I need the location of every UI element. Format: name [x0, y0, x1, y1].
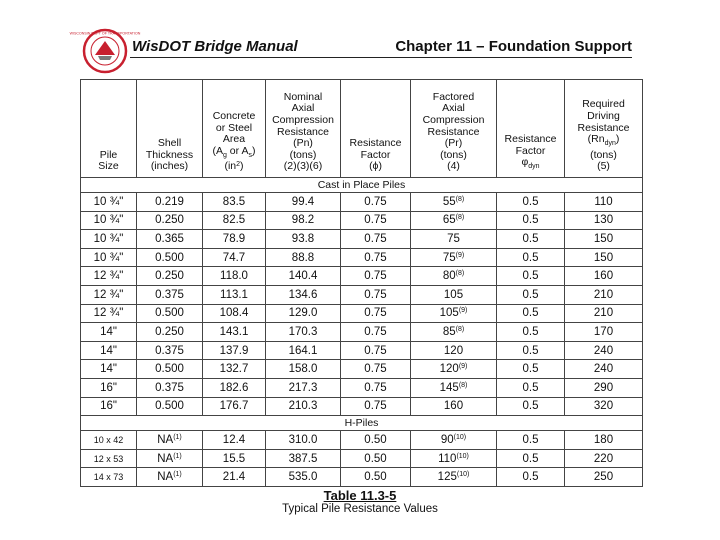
- cell-thickness: [137, 449, 203, 468]
- cell-thickness: [137, 378, 203, 397]
- cell-value: 113.1: [220, 288, 248, 301]
- cell-value: 14": [100, 344, 117, 357]
- cell-value: 240: [593, 363, 614, 376]
- cell-dyn-factor: [497, 267, 565, 286]
- cell-value: 158.0: [288, 363, 318, 376]
- cell-value: NA: [157, 433, 174, 446]
- cell-nominal: [266, 193, 341, 212]
- cell-factor: [341, 285, 411, 304]
- cell-nominal: [266, 230, 341, 249]
- cell-area: [203, 248, 266, 267]
- cell-factor: [341, 248, 411, 267]
- cell-thickness: [137, 267, 203, 286]
- cell-factored: [411, 323, 497, 342]
- col-header-dyn-factor: Resistance Factor $\varphi_{dyn}$: [497, 80, 565, 178]
- cell-factored: [411, 304, 497, 323]
- cell-value: 88.8: [291, 251, 315, 264]
- cell-size: [81, 304, 137, 323]
- cell-value: 290: [593, 381, 614, 394]
- cell-factored: [411, 267, 497, 286]
- cell-value: 130: [593, 214, 614, 227]
- cell-factor: [341, 449, 411, 468]
- cell-value: 320: [593, 400, 614, 413]
- cell-value: 105: [439, 307, 459, 320]
- cell-area: [203, 360, 266, 379]
- cell-value: 0.75: [364, 381, 387, 394]
- cell-size: [81, 449, 137, 468]
- cell-value: 12 ¾": [93, 307, 124, 320]
- footnote-ref: (8): [455, 195, 465, 203]
- cell-value: 0.5: [522, 251, 539, 264]
- cell-thickness: [137, 323, 203, 342]
- footnote-ref: (10): [456, 452, 469, 460]
- cell-value: NA: [157, 452, 174, 465]
- cell-value: 217.3: [288, 381, 318, 394]
- table-row: [81, 323, 643, 342]
- cell-factor: [341, 468, 411, 487]
- cell-nominal: [266, 211, 341, 230]
- cell-factor: [341, 193, 411, 212]
- cell-value: 110: [438, 452, 457, 465]
- cell-value: 0.75: [364, 400, 387, 413]
- cell-value: 0.5: [522, 270, 539, 283]
- cell-driving: [565, 397, 643, 416]
- cell-value: 0.75: [364, 344, 387, 357]
- cell-nominal: [266, 248, 341, 267]
- cell-size: [81, 360, 137, 379]
- cell-driving: [565, 230, 643, 249]
- cell-factored: [411, 449, 497, 468]
- cell-value: 143.1: [219, 325, 249, 338]
- cell-value: 182.6: [219, 381, 249, 394]
- cell-value: 0.5: [522, 363, 539, 376]
- table-row: [81, 397, 643, 416]
- cell-size: [81, 267, 137, 286]
- cell-value: 160: [593, 270, 614, 283]
- cell-size: [81, 248, 137, 267]
- cell-driving: [565, 378, 643, 397]
- cell-area: [203, 449, 266, 468]
- cell-value: 0.5: [522, 433, 539, 446]
- cell-area: [203, 397, 266, 416]
- cell-value: 0.50: [364, 452, 387, 465]
- footnote-ref: (8): [455, 214, 465, 222]
- cell-value: 105: [443, 288, 464, 301]
- table-row: [81, 431, 643, 450]
- cell-value: 0.75: [364, 325, 387, 338]
- footnote-ref: (8): [458, 381, 468, 389]
- table-row: [81, 285, 643, 304]
- cell-value: 134.6: [288, 288, 318, 301]
- footnote-ref: (1): [173, 471, 182, 479]
- pile-resistance-table: [80, 79, 643, 487]
- cell-area: [203, 230, 266, 249]
- cell-thickness: [137, 431, 203, 450]
- cell-value: 170.3: [288, 325, 318, 338]
- cell-area: [203, 211, 266, 230]
- cell-value: 120: [439, 363, 459, 376]
- cell-factor: [341, 211, 411, 230]
- cell-value: NA: [157, 471, 174, 484]
- cell-area: [203, 431, 266, 450]
- cell-value: 210: [593, 307, 614, 320]
- footnote-ref: (8): [455, 270, 465, 278]
- cell-factor: [341, 360, 411, 379]
- cell-value: 0.75: [364, 232, 387, 245]
- cell-value: 0.500: [155, 363, 184, 376]
- cell-value: 16": [100, 400, 117, 413]
- cell-size: [81, 431, 137, 450]
- cell-driving: [565, 449, 643, 468]
- cell-factor: [341, 230, 411, 249]
- col-header-area: Concrete or Steel Area ($A_g$ or $A_s$) $(in^2)$: [203, 80, 266, 178]
- col-header-shell-thickness: Shell Thickness (inches): [137, 80, 203, 178]
- cell-value: 0.75: [364, 363, 387, 376]
- cell-size: [81, 323, 137, 342]
- cell-value: 21.4: [222, 471, 246, 484]
- cell-dyn-factor: [497, 211, 565, 230]
- footnote-ref: (9): [458, 363, 468, 371]
- cell-size: [81, 397, 137, 416]
- cell-dyn-factor: [497, 285, 565, 304]
- cell-value: 93.8: [291, 232, 315, 245]
- cell-value: 10 ¾": [93, 214, 124, 227]
- cell-factor: [341, 341, 411, 360]
- cell-value: 12 ¾": [93, 288, 124, 301]
- cell-value: 0.5: [522, 195, 539, 208]
- cell-nominal: [266, 360, 341, 379]
- cell-value: 0.250: [155, 214, 184, 227]
- cell-value: 83.5: [222, 195, 246, 208]
- cell-value: 75: [442, 251, 456, 264]
- table-row: [81, 248, 643, 267]
- cell-value: 176.7: [219, 400, 249, 413]
- cell-value: 118.0: [220, 270, 248, 283]
- cell-factored: [411, 230, 497, 249]
- cell-value: 137.9: [219, 344, 249, 357]
- cell-value: 220: [593, 452, 614, 465]
- cell-value: 0.5: [522, 471, 539, 484]
- cell-value: 0.5: [522, 400, 539, 413]
- cell-area: [203, 341, 266, 360]
- cell-factor: [341, 431, 411, 450]
- cell-value: 0.5: [522, 288, 539, 301]
- cell-value: 0.375: [155, 381, 184, 394]
- footnote-ref: (1): [173, 452, 182, 460]
- cell-value: 0.5: [522, 452, 539, 465]
- table-number: Table 11.3-5: [323, 488, 397, 503]
- cell-nominal: [266, 323, 341, 342]
- table-row: [81, 360, 643, 379]
- cell-value: 150: [593, 251, 614, 264]
- cell-value: 16": [100, 381, 117, 394]
- cell-nominal: [266, 378, 341, 397]
- cell-value: 85: [442, 325, 456, 338]
- cell-value: 82.5: [222, 214, 246, 227]
- cell-driving: [565, 304, 643, 323]
- table-row: [81, 468, 643, 487]
- footnote-ref: (8): [455, 325, 465, 333]
- cell-value: 0.5: [522, 325, 539, 338]
- cell-factor: [341, 378, 411, 397]
- cell-nominal: [266, 304, 341, 323]
- cell-area: [203, 267, 266, 286]
- cell-thickness: [137, 230, 203, 249]
- cell-area: [203, 378, 266, 397]
- cell-value: 0.250: [155, 270, 184, 283]
- cell-factored: [411, 431, 497, 450]
- table-title: Typical Pile Resistance Values: [282, 503, 438, 515]
- cell-value: 0.375: [155, 344, 184, 357]
- cell-thickness: [137, 211, 203, 230]
- cell-factor: [341, 323, 411, 342]
- cell-factor: [341, 397, 411, 416]
- cell-size: [81, 378, 137, 397]
- cell-dyn-factor: [497, 449, 565, 468]
- cell-driving: [565, 341, 643, 360]
- cell-value: 0.5: [522, 307, 539, 320]
- cell-driving: [565, 285, 643, 304]
- cell-driving: [565, 468, 643, 487]
- cell-thickness: [137, 193, 203, 212]
- cell-value: 15.5: [222, 452, 246, 465]
- cell-value: 74.7: [222, 251, 246, 264]
- table-row: [81, 211, 643, 230]
- cell-factor: [341, 304, 411, 323]
- cell-value: 250: [593, 471, 614, 484]
- cell-value: 55: [442, 195, 456, 208]
- cell-value: 160: [443, 400, 464, 413]
- cell-value: 0.75: [364, 251, 387, 264]
- cell-factored: [411, 193, 497, 212]
- footnote-ref: (10): [456, 471, 470, 479]
- cell-value: 170: [593, 325, 614, 338]
- cell-value: 99.4: [291, 195, 315, 208]
- cell-area: [203, 304, 266, 323]
- wisdot-logo: [69, 28, 141, 74]
- cell-nominal: [266, 431, 341, 450]
- cell-value: 0.50: [364, 471, 387, 484]
- cell-nominal: [266, 397, 341, 416]
- cell-thickness: [137, 248, 203, 267]
- manual-title: WisDOT Bridge Manual: [132, 38, 298, 55]
- col-header-driving-resistance: Required Driving Resistance $(Rn_{dyn})$ (tons) (5): [565, 80, 643, 178]
- cell-factored: [411, 285, 497, 304]
- table-row: [81, 304, 643, 323]
- cell-value: 129.0: [288, 307, 318, 320]
- footnote-ref: (9): [458, 307, 468, 315]
- cell-value: 65: [442, 214, 456, 227]
- cell-value: 210.3: [288, 400, 318, 413]
- table-row: [81, 378, 643, 397]
- footnote-ref: (1): [173, 433, 182, 441]
- cell-size: [81, 193, 137, 212]
- cell-thickness: [137, 341, 203, 360]
- cell-value: 0.75: [364, 270, 387, 283]
- cell-value: 10 ¾": [93, 251, 124, 264]
- table-header-row: [81, 80, 643, 178]
- cell-driving: [565, 248, 643, 267]
- cell-size: [81, 230, 137, 249]
- cell-driving: [565, 193, 643, 212]
- svg-text:WISCONSIN DEPT OF TRANSPORTATI: WISCONSIN DEPT OF TRANSPORTATION: [69, 31, 141, 36]
- cell-value: 12 x 53: [93, 453, 124, 464]
- cell-dyn-factor: [497, 304, 565, 323]
- cell-size: [81, 211, 137, 230]
- cell-thickness: [137, 397, 203, 416]
- section-title: H-Piles: [81, 416, 643, 431]
- cell-driving: [565, 360, 643, 379]
- cell-value: 164.1: [288, 344, 318, 357]
- cell-value: 14": [100, 325, 117, 338]
- cell-value: 0.250: [155, 325, 184, 338]
- table-row: [81, 341, 643, 360]
- cell-value: 387.5: [288, 452, 318, 465]
- col-header-factored-resistance: Factored Axial Compression Resistance (Pr) (tons) (4): [411, 80, 497, 178]
- cell-nominal: [266, 449, 341, 468]
- cell-dyn-factor: [497, 360, 565, 379]
- cell-value: 90: [440, 433, 454, 446]
- cell-value: 14": [100, 363, 117, 376]
- cell-dyn-factor: [497, 230, 565, 249]
- cell-value: 0.5: [522, 344, 539, 357]
- cell-nominal: [266, 468, 341, 487]
- cell-value: 12 ¾": [93, 270, 124, 283]
- cell-value: 210: [593, 288, 614, 301]
- cell-value: 0.500: [155, 400, 184, 413]
- cell-driving: [565, 211, 643, 230]
- cell-thickness: [137, 360, 203, 379]
- cell-value: 132.7: [219, 363, 249, 376]
- chapter-title: Chapter 11 – Foundation Support: [395, 38, 632, 55]
- cell-dyn-factor: [497, 193, 565, 212]
- cell-value: 78.9: [222, 232, 246, 245]
- cell-value: 0.500: [155, 307, 184, 320]
- col-header-pile-size: Pile Size: [81, 80, 137, 178]
- col-header-nominal-resistance: Nominal Axial Compression Resistance (Pn) (tons) (2)(3)(6): [266, 80, 341, 178]
- cell-value: 125: [437, 471, 457, 484]
- cell-value: 0.75: [364, 288, 387, 301]
- cell-value: 10 ¾": [93, 195, 124, 208]
- cell-value: 0.50: [364, 433, 387, 446]
- cell-value: 0.75: [364, 195, 387, 208]
- cell-dyn-factor: [497, 248, 565, 267]
- cell-value: 120: [443, 344, 464, 357]
- cell-nominal: [266, 267, 341, 286]
- cell-value: 10 ¾": [93, 232, 124, 245]
- cell-factored: [411, 468, 497, 487]
- cell-value: 75: [447, 232, 460, 245]
- footnote-ref: (9): [455, 251, 465, 259]
- cell-nominal: [266, 285, 341, 304]
- cell-value: 0.5: [522, 214, 539, 227]
- cell-dyn-factor: [497, 431, 565, 450]
- section-header-row: [81, 178, 643, 193]
- cell-dyn-factor: [497, 341, 565, 360]
- cell-driving: [565, 431, 643, 450]
- cell-value: 0.75: [364, 214, 387, 227]
- cell-area: [203, 323, 266, 342]
- cell-driving: [565, 323, 643, 342]
- cell-driving: [565, 267, 643, 286]
- cell-thickness: [137, 304, 203, 323]
- cell-nominal: [266, 341, 341, 360]
- cell-value: 145: [439, 381, 459, 394]
- cell-value: 240: [593, 344, 614, 357]
- col-header-resistance-factor: Resistance Factor (ϕ): [341, 80, 411, 178]
- cell-factored: [411, 248, 497, 267]
- table-row: [81, 449, 643, 468]
- cell-factored: [411, 378, 497, 397]
- cell-factored: [411, 360, 497, 379]
- cell-value: 98.2: [291, 214, 315, 227]
- cell-value: 0.75: [364, 307, 387, 320]
- cell-value: 12.4: [222, 433, 246, 446]
- cell-value: 535.0: [288, 471, 318, 484]
- cell-factored: [411, 341, 497, 360]
- cell-thickness: [137, 285, 203, 304]
- cell-dyn-factor: [497, 378, 565, 397]
- cell-area: [203, 285, 266, 304]
- cell-value: 0.5: [522, 381, 539, 394]
- cell-value: 80: [442, 270, 456, 283]
- cell-value: 150: [593, 232, 614, 245]
- header-rule: [130, 57, 632, 58]
- cell-size: [81, 285, 137, 304]
- cell-factor: [341, 267, 411, 286]
- cell-value: 110: [594, 195, 613, 208]
- cell-value: 0.219: [155, 195, 184, 208]
- cell-dyn-factor: [497, 397, 565, 416]
- cell-area: [203, 193, 266, 212]
- cell-value: 10 x 42: [93, 434, 124, 445]
- cell-dyn-factor: [497, 323, 565, 342]
- table-row: [81, 267, 643, 286]
- table-row: [81, 230, 643, 249]
- cell-value: 0.5: [522, 232, 539, 245]
- cell-factored: [411, 211, 497, 230]
- cell-value: 14 x 73: [93, 472, 124, 483]
- section-title: Cast in Place Piles: [81, 178, 643, 193]
- cell-value: 0.375: [155, 288, 184, 301]
- cell-size: [81, 341, 137, 360]
- section-header-row: [81, 416, 643, 431]
- cell-value: 140.4: [288, 270, 318, 283]
- cell-value: 310.0: [288, 433, 318, 446]
- cell-size: [81, 468, 137, 487]
- cell-factored: [411, 397, 497, 416]
- cell-value: 180: [593, 433, 614, 446]
- cell-thickness: [137, 468, 203, 487]
- cell-dyn-factor: [497, 468, 565, 487]
- cell-value: 108.4: [219, 307, 249, 320]
- table-row: [81, 193, 643, 212]
- cell-value: 0.500: [155, 251, 184, 264]
- footnote-ref: (10): [453, 433, 467, 441]
- cell-value: 0.365: [155, 232, 184, 245]
- cell-area: [203, 468, 266, 487]
